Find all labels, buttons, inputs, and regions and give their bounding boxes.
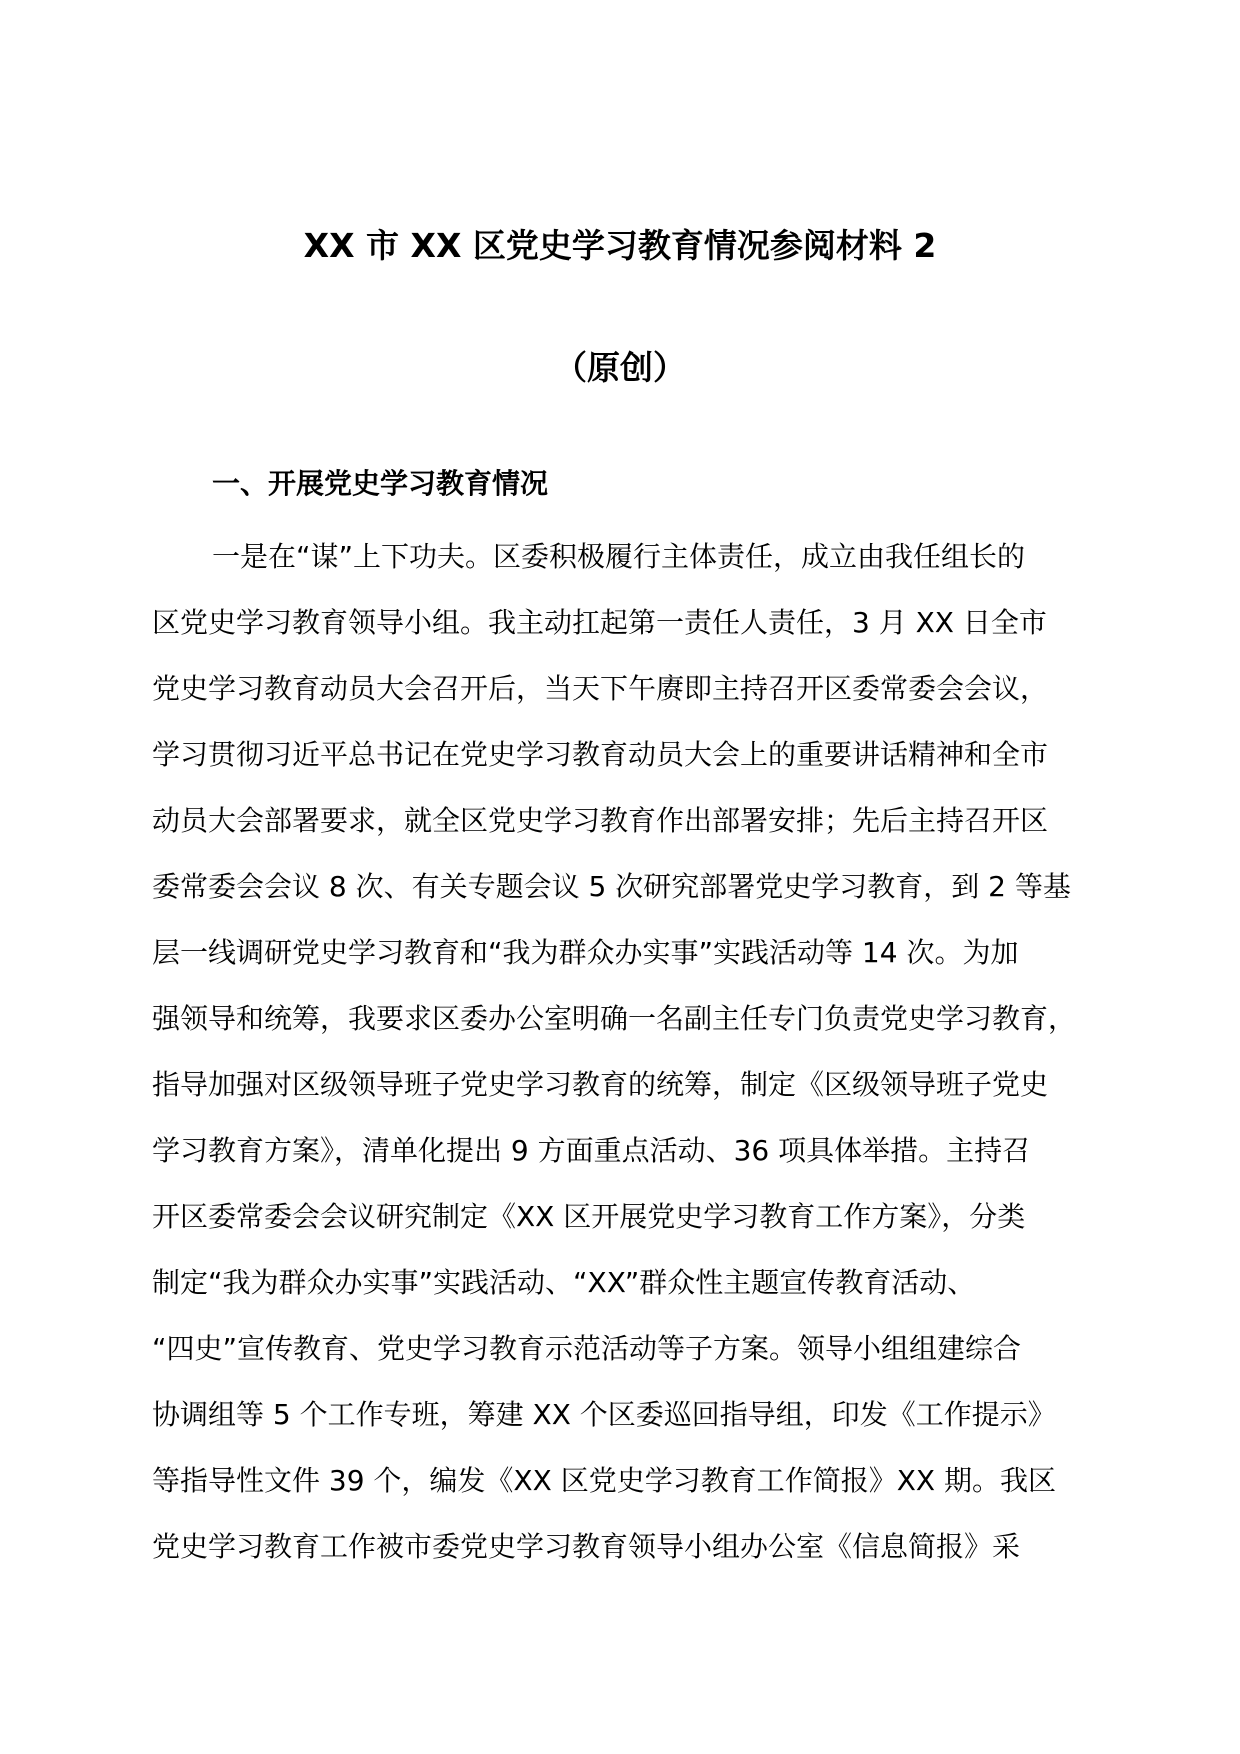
- body-line: 开区委常委会会议研究制定《XX 区开展党史学习教育工作方案》，分类: [152, 1200, 1026, 1233]
- body-line: 党史学习教育工作被市委党史学习教育领导小组办公室《信息简报》采: [152, 1530, 1021, 1563]
- body-line: 党史学习教育动员大会召开后，当天下午赓即主持召开区委常委会会议，: [152, 672, 1049, 705]
- body-line: “四史”宣传教育、党史学习教育示范活动等子方案。领导小组组建综合: [152, 1332, 1022, 1365]
- body-line: 动员大会部署要求，就全区党史学习教育作出部署安排；先后主持召开区: [152, 804, 1049, 837]
- body-line: 学习教育方案》，清单化提出 9 方面重点活动、36 项具体举措。主持召: [152, 1134, 1031, 1167]
- body-line: 学习贯彻习近平总书记在党史学习教育动员大会上的重要讲话精神和全市: [152, 738, 1049, 771]
- body-line: 制定“我为群众办实事”实践活动、“XX”群众性主题宣传教育活动、: [152, 1266, 976, 1299]
- body-line: 协调组等 5 个工作专班，筹建 XX 个区委巡回指导组，印发《工作提示》: [152, 1398, 1056, 1431]
- document-title: XX 市 XX 区党史学习教育情况参阅材料 2: [303, 226, 937, 265]
- body-line: 区党史学习教育领导小组。我主动扛起第一责任人责任，3 月 XX 日全市: [152, 606, 1047, 639]
- body-line: 一是在“谋”上下功夫。区委积极履行主体责任，成立由我任组长的: [212, 540, 1026, 573]
- document-subtitle: （原创）: [554, 348, 686, 387]
- body-text: [152, 524, 1112, 1580]
- section-heading: 一、开展党史学习教育情况: [212, 467, 549, 500]
- body-line: 指导加强对区级领导班子党史学习教育的统筹，制定《区级领导班子党史: [152, 1068, 1049, 1101]
- body-line: 层一线调研党史学习教育和“我为群众办实事”实践活动等 14 次。为加: [152, 936, 1019, 969]
- body-line: 委常委会会议 8 次、有关专题会议 5 次研究部署党史学习教育，到 2 等基: [152, 870, 1071, 903]
- body-line: 强领导和统筹，我要求区委办公室明确一名副主任专门负责党史学习教育，: [152, 1002, 1077, 1035]
- body-line: 等指导性文件 39 个，编发《XX 区党史学习教育工作简报》XX 期。我区: [152, 1464, 1056, 1497]
